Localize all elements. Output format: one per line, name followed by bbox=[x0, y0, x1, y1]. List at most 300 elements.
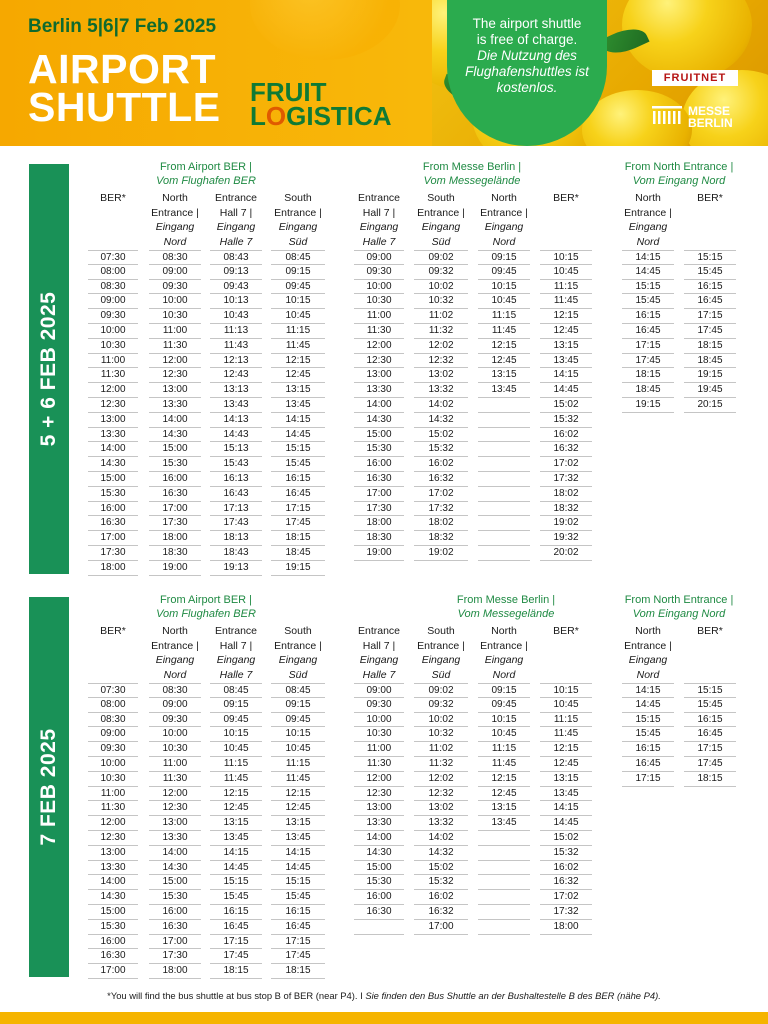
timetable-cell: 09:15 bbox=[271, 265, 325, 280]
timetable-cell: 10:00 bbox=[88, 324, 138, 339]
timetable-cell: 12:15 bbox=[478, 772, 530, 787]
timetable-cell: 15:02 bbox=[540, 398, 592, 413]
group-header-from-ber: From Airport BER | Vom Flughafen BER bbox=[156, 161, 256, 187]
timetable-cell: 11:00 bbox=[354, 742, 404, 757]
timetable-cell: 11:00 bbox=[149, 324, 201, 339]
timetable-cell: 13:45 bbox=[271, 831, 325, 846]
timetable-cell: 18:15 bbox=[271, 964, 325, 979]
timetable-cell: 12:43 bbox=[210, 368, 262, 383]
timetable-cell: 14:15 bbox=[210, 846, 262, 861]
timetable-cell: 10:15 bbox=[210, 727, 262, 742]
col-header-ber: BER* bbox=[697, 192, 723, 204]
timetable-cell: 10:32 bbox=[414, 727, 468, 742]
timetable-cell: 10:30 bbox=[88, 772, 138, 787]
timetable-cell: 16:45 bbox=[684, 727, 736, 742]
timetable-cell: 12:30 bbox=[149, 368, 201, 383]
timetable-cell: 09:00 bbox=[354, 250, 404, 265]
timetable-cell: 14:30 bbox=[88, 457, 138, 472]
timetable-cell: 13:30 bbox=[88, 428, 138, 443]
timetable-cell: 15:32 bbox=[414, 442, 468, 457]
timetable-cell: 10:00 bbox=[88, 757, 138, 772]
timetable-cell: 15:02 bbox=[414, 861, 468, 876]
timetable-cell: 16:02 bbox=[540, 861, 592, 876]
footer-bar bbox=[0, 1012, 768, 1024]
timetable-cell: 14:00 bbox=[88, 442, 138, 457]
timetable-cell bbox=[478, 875, 530, 890]
timetable-cell: 13:30 bbox=[354, 383, 404, 398]
timetable-cell: 16:45 bbox=[210, 920, 262, 935]
timetable-cell: 15:00 bbox=[149, 875, 201, 890]
timetable-cell: 09:15 bbox=[271, 698, 325, 713]
timetable-cell: 19:15 bbox=[684, 368, 736, 383]
timetable-cell: 09:00 bbox=[354, 683, 404, 698]
timetable-cell: 09:45 bbox=[210, 713, 262, 728]
timetable-cell: 14:32 bbox=[414, 846, 468, 861]
timetable-cell: 16:15 bbox=[684, 713, 736, 728]
timetable-cell: 17:32 bbox=[414, 502, 468, 517]
timetable-cell: 17:00 bbox=[414, 920, 468, 935]
timetable-cell: 12:15 bbox=[210, 787, 262, 802]
timetable-cell: 16:02 bbox=[414, 890, 468, 905]
timetable-cell: 09:15 bbox=[478, 250, 530, 265]
timetable-cell: 15:30 bbox=[354, 875, 404, 890]
timetable-cell: 09:32 bbox=[414, 698, 468, 713]
timetable-cell: 09:43 bbox=[210, 280, 262, 295]
timetable-cell: 15:15 bbox=[271, 875, 325, 890]
timetable-cell: 11:15 bbox=[478, 309, 530, 324]
timetable-cell: 10:00 bbox=[354, 713, 404, 728]
timetable-cell: 14:15 bbox=[540, 801, 592, 816]
timetable-cell: 11:30 bbox=[88, 368, 138, 383]
timetable-cell: 12:32 bbox=[414, 787, 468, 802]
timetable-cell: 10:15 bbox=[271, 294, 325, 309]
timetable-cell: 16:32 bbox=[540, 875, 592, 890]
timetable-cell: 13:15 bbox=[540, 772, 592, 787]
timetable-cell: 17:43 bbox=[210, 516, 262, 531]
timetable-cell: 10:00 bbox=[149, 294, 201, 309]
timetable-cell: 10:30 bbox=[149, 309, 201, 324]
timetable-cell bbox=[478, 413, 530, 428]
timetable-cell: 15:45 bbox=[684, 265, 736, 280]
timetable-cell: 11:15 bbox=[271, 324, 325, 339]
timetable-cell: 15:30 bbox=[354, 442, 404, 457]
timetable-cell: 12:00 bbox=[88, 816, 138, 831]
timetable-cell: 10:30 bbox=[149, 742, 201, 757]
footer-note: *You will find the bus shuttle at bus stop B of BER (near P4). I Sie finden den Bus Shuttle an der Bushaltestelle B des BER (nähe P4). bbox=[107, 990, 661, 1001]
timetable-cell: 11:45 bbox=[271, 339, 325, 354]
timetable-cell: 10:13 bbox=[210, 294, 262, 309]
timetable-cell: 16:00 bbox=[88, 935, 138, 950]
timetable-cell: 13:13 bbox=[210, 383, 262, 398]
timetable-cell: 13:15 bbox=[271, 816, 325, 831]
timetable-cell: 12:00 bbox=[88, 383, 138, 398]
timetable-cell: 11:15 bbox=[210, 757, 262, 772]
timetable-cell: 15:15 bbox=[210, 875, 262, 890]
timetable-cell: 10:02 bbox=[414, 713, 468, 728]
timetable-cell: 16:15 bbox=[684, 280, 736, 295]
timetable-cell: 17:30 bbox=[88, 546, 138, 561]
col-header-south-entrance: South Entrance | Eingang Süd bbox=[417, 625, 465, 681]
timetable-cell: 18:00 bbox=[149, 531, 201, 546]
timetable-cell: 17:00 bbox=[354, 487, 404, 502]
timetable-cell: 15:15 bbox=[622, 280, 674, 295]
timetable-cell bbox=[354, 920, 404, 935]
timetable-cell: 18:00 bbox=[88, 561, 138, 576]
timetable-cell: 18:15 bbox=[684, 772, 736, 787]
col-header-north-entrance: North Entrance | Eingang Nord bbox=[480, 625, 528, 681]
timetable-cell bbox=[478, 831, 530, 846]
timetable-cell: 20:15 bbox=[684, 398, 736, 413]
messe-berlin-icon bbox=[652, 106, 682, 126]
timetable-cell: 09:02 bbox=[414, 250, 468, 265]
timetable-cell: 13:02 bbox=[414, 801, 468, 816]
timetable-cell: 16:45 bbox=[271, 487, 325, 502]
timetable-cell: 17:00 bbox=[88, 531, 138, 546]
timetable-cell: 09:30 bbox=[88, 309, 138, 324]
timetable-cell: 15:45 bbox=[271, 890, 325, 905]
timetable-cell: 13:45 bbox=[540, 354, 592, 369]
timetable-cell: 07:30 bbox=[88, 683, 138, 698]
timetable-cell: 15:00 bbox=[354, 861, 404, 876]
timetable-cell: 10:45 bbox=[540, 698, 592, 713]
header-banner bbox=[0, 0, 768, 146]
timetable-cell: 16:45 bbox=[271, 920, 325, 935]
timetable-cell: 11:02 bbox=[414, 742, 468, 757]
timetable-cell: 16:32 bbox=[540, 442, 592, 457]
timetable-cell: 15:30 bbox=[149, 457, 201, 472]
timetable-cell: 12:00 bbox=[354, 339, 404, 354]
timetable-cell: 10:45 bbox=[540, 265, 592, 280]
col-header-ber: BER* bbox=[100, 625, 126, 637]
timetable-cell: 12:15 bbox=[540, 309, 592, 324]
date-label: 5 + 6 FEB 2025 bbox=[37, 291, 60, 447]
timetable-cell bbox=[478, 442, 530, 457]
timetable-cell: 13:45 bbox=[210, 831, 262, 846]
timetable-cell: 09:45 bbox=[271, 713, 325, 728]
timetable-cell: 17:30 bbox=[149, 949, 201, 964]
timetable-cell: 18:02 bbox=[414, 516, 468, 531]
timetable-cell: 12:15 bbox=[271, 354, 325, 369]
fruitnet-logo: FRUITNET bbox=[652, 70, 738, 86]
timetable-cell: 13:30 bbox=[88, 861, 138, 876]
timetable-cell bbox=[478, 546, 530, 561]
timetable-cell: 12:00 bbox=[354, 772, 404, 787]
col-header-entrance-hall7: Entrance Hall 7 | Eingang Halle 7 bbox=[214, 625, 258, 681]
timetable-cell: 16:45 bbox=[684, 294, 736, 309]
timetable-cell: 13:15 bbox=[271, 383, 325, 398]
timetable-cell: 15:32 bbox=[540, 413, 592, 428]
timetable-cell: 09:45 bbox=[478, 265, 530, 280]
timetable-cell: 12:00 bbox=[149, 787, 201, 802]
timetable-cell: 16:30 bbox=[354, 905, 404, 920]
col-header-ber: BER* bbox=[553, 625, 579, 637]
timetable-cell bbox=[478, 487, 530, 502]
timetable-cell: 13:15 bbox=[540, 339, 592, 354]
timetable-cell: 10:15 bbox=[271, 727, 325, 742]
timetable-cell: 10:45 bbox=[271, 309, 325, 324]
timetable-cell: 18:15 bbox=[684, 339, 736, 354]
timetable-cell: 17:13 bbox=[210, 502, 262, 517]
timetable-cell: 08:30 bbox=[88, 713, 138, 728]
timetable-cell: 08:45 bbox=[271, 250, 325, 265]
timetable-cell: 19:00 bbox=[149, 561, 201, 576]
group-header-from-messe: From Messe Berlin | Vom Messegelände bbox=[456, 594, 556, 620]
timetable-cell: 16:13 bbox=[210, 472, 262, 487]
timetable-cell: 10:30 bbox=[354, 294, 404, 309]
timetable-cell: 12:30 bbox=[88, 398, 138, 413]
timetable-cell: 14:15 bbox=[622, 250, 674, 265]
timetable-cell: 17:15 bbox=[271, 502, 325, 517]
timetable-cell: 09:00 bbox=[149, 265, 201, 280]
timetable-cell: 14:45 bbox=[622, 698, 674, 713]
timetable-cell: 13:00 bbox=[88, 846, 138, 861]
timetable-cell: 10:30 bbox=[354, 727, 404, 742]
timetable-cell bbox=[478, 905, 530, 920]
timetable-cell: 14:15 bbox=[271, 413, 325, 428]
timetable-cell: 18:15 bbox=[271, 531, 325, 546]
timetable-cell: 15:15 bbox=[684, 683, 736, 698]
timetable-cell: 09:30 bbox=[149, 280, 201, 295]
timetable-cell: 14:02 bbox=[414, 398, 468, 413]
timetable-cell: 11:15 bbox=[271, 757, 325, 772]
timetable-cell: 09:45 bbox=[271, 280, 325, 295]
timetable-cell: 15:30 bbox=[88, 487, 138, 502]
timetable-cell: 17:15 bbox=[684, 742, 736, 757]
col-header-north-entrance: North Entrance | Eingang Nord bbox=[624, 625, 672, 681]
timetable-cell: 15:15 bbox=[684, 250, 736, 265]
timetable-cell bbox=[478, 890, 530, 905]
timetable-cell: 17:15 bbox=[622, 772, 674, 787]
timetable-cell: 11:43 bbox=[210, 339, 262, 354]
timetable-cell: 11:00 bbox=[354, 309, 404, 324]
timetable-cell: 16:30 bbox=[88, 516, 138, 531]
timetable-cell: 17:02 bbox=[414, 487, 468, 502]
timetable-cell: 16:00 bbox=[354, 890, 404, 905]
timetable-cell: 10:45 bbox=[478, 294, 530, 309]
timetable-cell: 09:15 bbox=[210, 698, 262, 713]
timetable-cell: 09:30 bbox=[149, 713, 201, 728]
timetable-cell: 14:00 bbox=[354, 831, 404, 846]
timetable-cell: 09:30 bbox=[354, 265, 404, 280]
free-shuttle-badge: The airport shuttle is free of charge. Die Nutzung des Flughafenshuttles ist kostenlos. bbox=[447, 0, 607, 146]
timetable-cell: 18:00 bbox=[149, 964, 201, 979]
timetable-cell: 19:15 bbox=[622, 398, 674, 413]
timetable-cell: 07:30 bbox=[88, 250, 138, 265]
timetable-cell: 13:30 bbox=[149, 831, 201, 846]
timetable-cell: 10:15 bbox=[540, 250, 592, 265]
timetable-cell: 18:45 bbox=[622, 383, 674, 398]
timetable-cell: 08:45 bbox=[271, 683, 325, 698]
timetable-cell: 13:45 bbox=[478, 816, 530, 831]
timetable-cell: 08:30 bbox=[149, 683, 201, 698]
timetable-cell: 11:30 bbox=[88, 801, 138, 816]
timetable-cell: 18:00 bbox=[354, 516, 404, 531]
timetable-cell: 16:15 bbox=[271, 472, 325, 487]
timetable-cell: 17:15 bbox=[271, 935, 325, 950]
group-header-from-messe: From Messe Berlin | Vom Messegelände bbox=[422, 161, 522, 187]
timetable-cell: 11:45 bbox=[540, 727, 592, 742]
timetable-cell: 17:15 bbox=[622, 339, 674, 354]
timetable-cell: 17:15 bbox=[684, 309, 736, 324]
timetable-cell: 12:45 bbox=[210, 801, 262, 816]
date-sidebar-5-6-feb bbox=[29, 164, 69, 574]
timetable-cell: 14:45 bbox=[540, 816, 592, 831]
timetable-cell: 19:45 bbox=[684, 383, 736, 398]
timetable-cell: 12:45 bbox=[271, 801, 325, 816]
timetable-cell: 16:00 bbox=[354, 457, 404, 472]
timetable-cell: 19:15 bbox=[271, 561, 325, 576]
timetable-cell: 15:45 bbox=[271, 457, 325, 472]
timetable-cell: 18:32 bbox=[540, 502, 592, 517]
timetable-cell: 11:30 bbox=[149, 339, 201, 354]
timetable-cell: 19:00 bbox=[354, 546, 404, 561]
timetable-cell: 13:45 bbox=[478, 383, 530, 398]
timetable-cell bbox=[478, 457, 530, 472]
timetable-cell: 12:32 bbox=[414, 354, 468, 369]
timetable-cell: 16:02 bbox=[414, 457, 468, 472]
timetable-cell: 10:30 bbox=[88, 339, 138, 354]
timetable-cell: 09:00 bbox=[88, 294, 138, 309]
timetable-cell: 08:00 bbox=[88, 265, 138, 280]
timetable-cell: 17:00 bbox=[88, 964, 138, 979]
timetable-cell bbox=[478, 502, 530, 517]
timetable-cell: 12:13 bbox=[210, 354, 262, 369]
timetable-cell: 16:30 bbox=[149, 920, 201, 935]
timetable-cell: 13:45 bbox=[540, 787, 592, 802]
timetable-cell: 12:45 bbox=[271, 368, 325, 383]
timetable-cell: 13:00 bbox=[354, 801, 404, 816]
timetable-cell: 10:32 bbox=[414, 294, 468, 309]
timetable-cell: 16:15 bbox=[271, 905, 325, 920]
date-sidebar-7-feb bbox=[29, 597, 69, 977]
timetable-cell: 11:30 bbox=[354, 324, 404, 339]
timetable-cell: 12:30 bbox=[88, 831, 138, 846]
timetable-cell: 15:30 bbox=[88, 920, 138, 935]
timetable-cell: 15:00 bbox=[354, 428, 404, 443]
timetable-cell: 10:02 bbox=[414, 280, 468, 295]
timetable-cell: 18:02 bbox=[540, 487, 592, 502]
timetable-cell: 17:45 bbox=[684, 324, 736, 339]
timetable-cell: 12:02 bbox=[414, 772, 468, 787]
timetable-cell: 16:30 bbox=[354, 472, 404, 487]
timetable-cell: 16:45 bbox=[622, 757, 674, 772]
timetable-cell bbox=[478, 516, 530, 531]
timetable-cell: 12:45 bbox=[540, 757, 592, 772]
timetable-cell: 19:02 bbox=[540, 516, 592, 531]
timetable-cell: 09:13 bbox=[210, 265, 262, 280]
timetable-cell: 14:30 bbox=[354, 413, 404, 428]
col-header-entrance-hall7: Entrance Hall 7 | Eingang Halle 7 bbox=[214, 192, 258, 248]
timetable-cell: 12:15 bbox=[478, 339, 530, 354]
timetable-cell: 08:43 bbox=[210, 250, 262, 265]
timetable-cell: 18:15 bbox=[622, 368, 674, 383]
timetable-cell: 15:02 bbox=[414, 428, 468, 443]
timetable-cell: 09:45 bbox=[478, 698, 530, 713]
timetable-cell: 11:45 bbox=[478, 757, 530, 772]
timetable-cell: 11:32 bbox=[414, 757, 468, 772]
timetable-cell: 13:00 bbox=[354, 368, 404, 383]
timetable-cell: 14:45 bbox=[622, 265, 674, 280]
timetable-cell: 17:45 bbox=[684, 757, 736, 772]
timetable-cell: 13:02 bbox=[414, 368, 468, 383]
timetable-cell: 15:45 bbox=[622, 727, 674, 742]
timetable-cell: 08:30 bbox=[88, 280, 138, 295]
timetable-cell: 11:00 bbox=[149, 757, 201, 772]
timetable-cell: 13:32 bbox=[414, 816, 468, 831]
timetable-cell: 15:15 bbox=[271, 442, 325, 457]
col-header-entrance-hall7: Entrance Hall 7 | Eingang Halle 7 bbox=[357, 192, 401, 248]
timetable-cell: 16:45 bbox=[622, 324, 674, 339]
timetable-cell: 08:45 bbox=[210, 683, 262, 698]
timetable-cell: 09:15 bbox=[478, 683, 530, 698]
timetable-cell: 13:30 bbox=[354, 816, 404, 831]
timetable-cell: 16:15 bbox=[210, 905, 262, 920]
timetable-cell: 10:15 bbox=[478, 280, 530, 295]
timetable-cell: 13:32 bbox=[414, 383, 468, 398]
timetable-cell: 11:30 bbox=[149, 772, 201, 787]
col-header-south-entrance: South Entrance | Eingang Süd bbox=[274, 192, 322, 248]
timetable-cell: 14:15 bbox=[622, 683, 674, 698]
timetable-cell: 15:00 bbox=[88, 905, 138, 920]
timetable-cell: 17:02 bbox=[540, 457, 592, 472]
col-header-south-entrance: South Entrance | Eingang Süd bbox=[274, 625, 322, 681]
timetable-cell: 10:45 bbox=[210, 742, 262, 757]
timetable-cell: 13:15 bbox=[210, 816, 262, 831]
timetable-cell: 11:13 bbox=[210, 324, 262, 339]
timetable-cell: 15:45 bbox=[622, 294, 674, 309]
timetable-cell: 16:32 bbox=[414, 905, 468, 920]
date-label: 7 FEB 2025 bbox=[37, 728, 60, 846]
timetable-cell: 11:45 bbox=[210, 772, 262, 787]
timetable-cell bbox=[478, 531, 530, 546]
timetable-cell: 15:43 bbox=[210, 457, 262, 472]
timetable-cell: 11:15 bbox=[478, 742, 530, 757]
timetable-cell: 14:32 bbox=[414, 413, 468, 428]
col-header-north-entrance: North Entrance | Eingang Nord bbox=[624, 192, 672, 248]
timetable-cell: 14:00 bbox=[354, 398, 404, 413]
timetable-cell: 16:30 bbox=[88, 949, 138, 964]
col-header-south-entrance: South Entrance | Eingang Süd bbox=[417, 192, 465, 248]
timetable-cell: 15:30 bbox=[149, 890, 201, 905]
group-header-from-north: From North Entrance | Vom Eingang Nord bbox=[624, 594, 734, 620]
timetable-cell: 14:45 bbox=[271, 861, 325, 876]
messe-berlin-logo: MESSE BERLIN bbox=[652, 102, 742, 134]
timetable-cell: 18:43 bbox=[210, 546, 262, 561]
timetable-cell: 17:00 bbox=[149, 502, 201, 517]
timetable-cell: 10:45 bbox=[478, 727, 530, 742]
timetable-cell bbox=[478, 472, 530, 487]
timetable-cell: 17:32 bbox=[540, 905, 592, 920]
col-header-ber: BER* bbox=[100, 192, 126, 204]
timetable-cell: 11:00 bbox=[88, 787, 138, 802]
timetable-cell: 12:15 bbox=[540, 742, 592, 757]
timetable-cell: 10:15 bbox=[540, 683, 592, 698]
timetable-cell: 12:45 bbox=[478, 787, 530, 802]
timetable-cell: 14:15 bbox=[540, 368, 592, 383]
timetable-cell bbox=[478, 398, 530, 413]
timetable-cell: 19:13 bbox=[210, 561, 262, 576]
timetable-cell: 14:00 bbox=[149, 846, 201, 861]
timetable-cell: 11:00 bbox=[88, 354, 138, 369]
timetable-cell: 10:43 bbox=[210, 309, 262, 324]
timetable-cell: 18:32 bbox=[414, 531, 468, 546]
timetable-cell: 17:45 bbox=[271, 516, 325, 531]
timetable-cell: 16:32 bbox=[414, 472, 468, 487]
timetable-cell: 17:45 bbox=[210, 949, 262, 964]
timetable-cell: 18:13 bbox=[210, 531, 262, 546]
timetable-cell: 17:00 bbox=[149, 935, 201, 950]
group-header-from-north: From North Entrance | Vom Eingang Nord bbox=[624, 161, 734, 187]
